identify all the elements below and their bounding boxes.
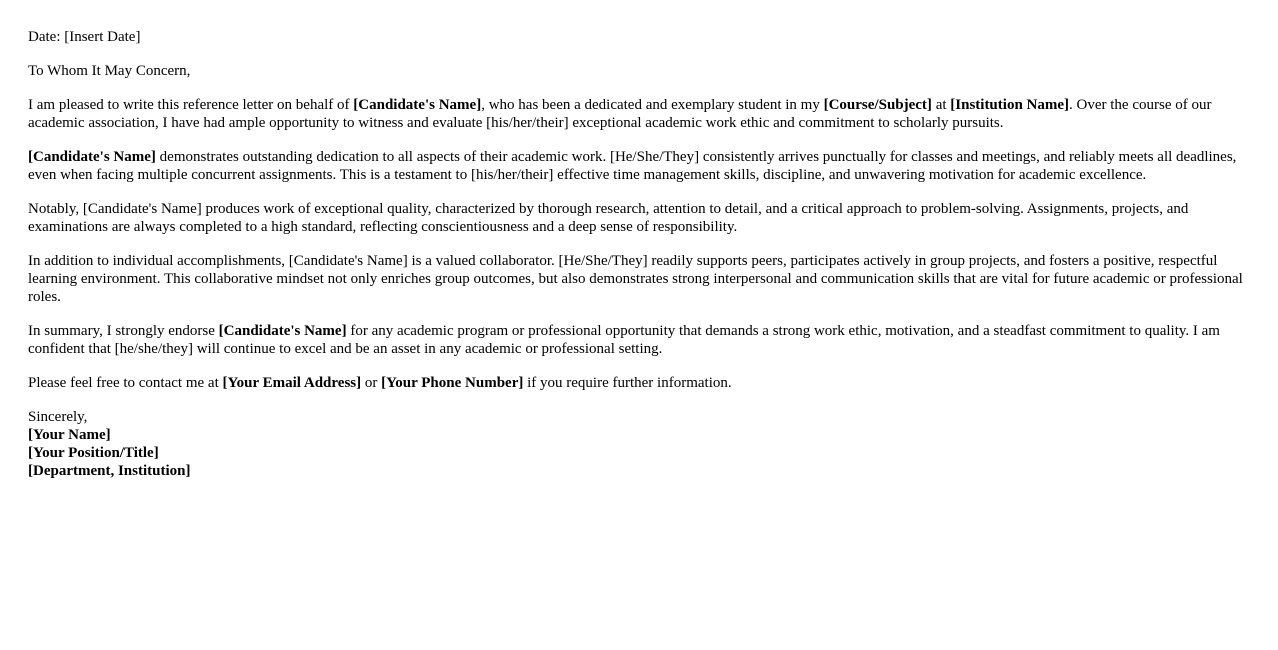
paragraph-intro: [28, 96, 1256, 132]
candidate-name-placeholder: [Candidate's Name]: [218, 323, 347, 339]
summary-text-a: In summary, I strongly endorse: [28, 323, 219, 339]
signer-position: [Your Position/Title]: [28, 445, 159, 461]
phone-placeholder: [Your Phone Number]: [381, 375, 524, 391]
signer-name: [Your Name]: [28, 427, 111, 443]
dedication-text: demonstrates outstanding dedication to all aspects of their academic work. [He/She/They] consistently arrives punctually for classes and meetings, and reliably meets all deadlines, even when facing multiple concurrent assignments. This is a testament to [his/her/their] effective time management skills, discipline, and unwavering motivation for academic excellence.: [28, 149, 1237, 183]
contact-text-a: Please feel free to contact me at: [28, 375, 223, 391]
summary-text-b: for any academic program or professional opportunity that demands a strong work ethic, motivation, and a steadfast commitment to quality. I am confident that [he/she/they] will continue to excel and be an asset in any academic or professional setting.: [28, 323, 1220, 357]
paragraph-summary: [28, 322, 1256, 358]
salutation: To Whom It May Concern,: [28, 63, 191, 79]
paragraph-quality: Notably, [Candidate's Name] produces work of exceptional quality, characterized by thorough research, attention to detail, and a critical approach to problem-solving. Assignments, projects, and examinations are always completed to a high standard, reflecting conscientiousness and a deep sense of responsibility.: [28, 201, 1189, 235]
course-placeholder: [Course/Subject]: [823, 97, 932, 113]
candidate-name-placeholder: [Candidate's Name]: [28, 149, 156, 165]
paragraph-collaboration: In addition to individual accomplishments, [Candidate's Name] is a valued collaborator. [He/She/They] readily supports peers, participates actively in group projects, and fosters a positive, respectful learning environment. This collaborative mindset not only enriches group outcomes, but also demonstrates strong interpersonal and communication skills that are vital for future academic or professional roles.: [28, 253, 1243, 305]
letter-date: Date: [Insert Date]: [28, 29, 141, 45]
intro-text-c: at: [931, 97, 951, 113]
signer-department: [Department, Institution]: [28, 463, 191, 479]
intro-text-a: I am pleased to write this reference letter on behalf of: [28, 97, 354, 113]
institution-placeholder: [Institution Name]: [950, 97, 1070, 113]
paragraph-contact: [28, 374, 1256, 392]
reference-letter: [28, 28, 1256, 480]
contact-text-c: if you require further information.: [523, 375, 732, 391]
intro-text-b: , who has been a dedicated and exemplary student in my: [481, 97, 824, 113]
sign-off: Sincerely,: [28, 409, 88, 425]
candidate-name-placeholder: [Candidate's Name]: [353, 97, 482, 113]
email-placeholder: [Your Email Address]: [222, 375, 362, 391]
signature-block: [28, 408, 1256, 480]
paragraph-dedication: [28, 148, 1256, 184]
contact-text-b: or: [361, 375, 382, 391]
intro-text-d: . Over the course of our academic association, I have had ample opportunity to witness and evaluate [his/her/their] exceptional academic work ethic and commitment to scholarly pursuits.: [28, 97, 1212, 131]
